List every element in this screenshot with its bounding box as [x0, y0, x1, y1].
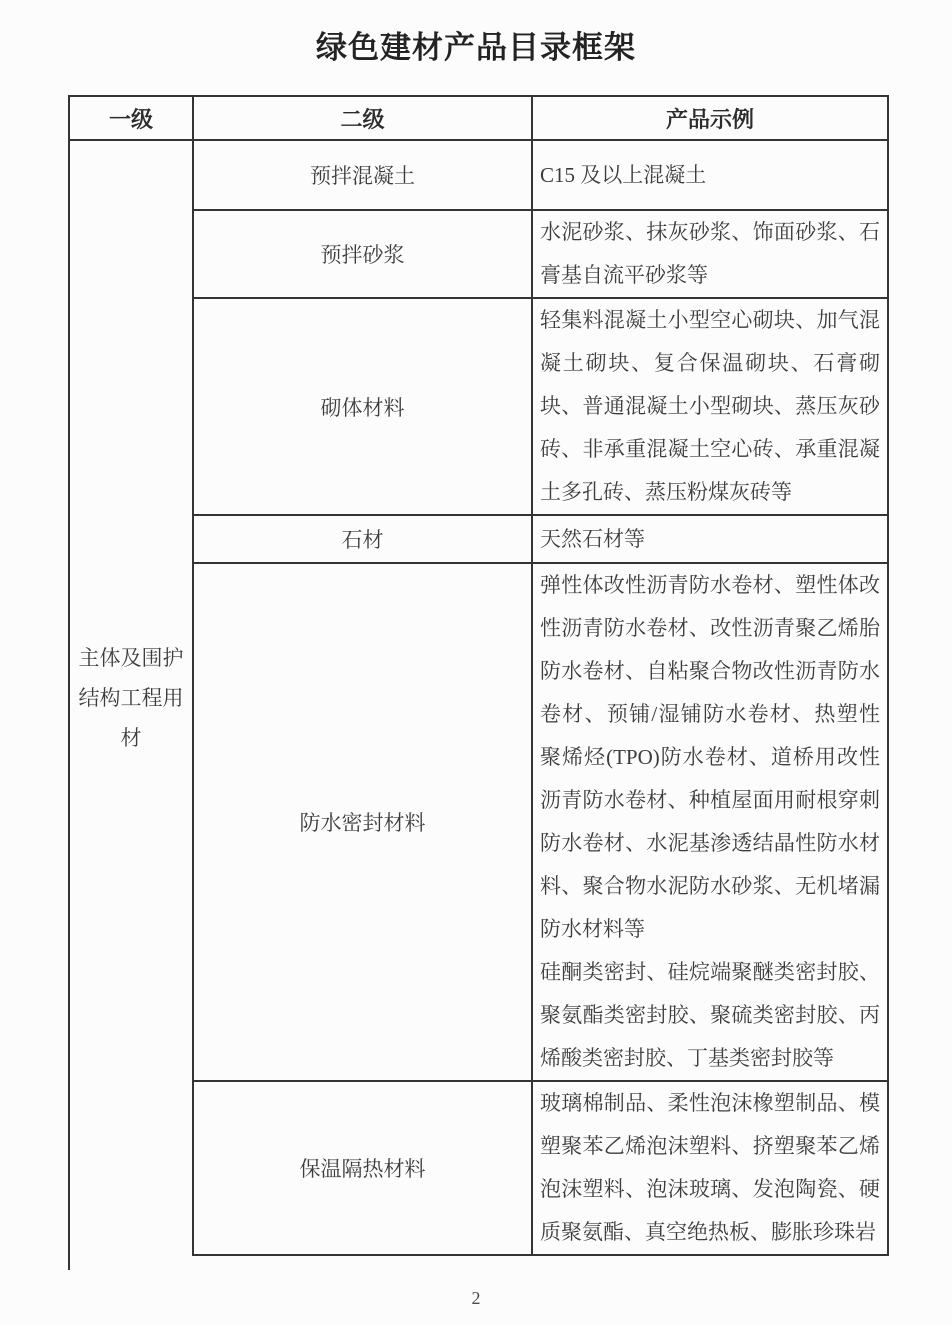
- level2-cell: 预拌砂浆: [193, 210, 532, 298]
- level2-cell: 保温隔热材料: [193, 1081, 532, 1255]
- page-title: 绿色建材产品目录框架: [316, 30, 636, 65]
- table-header-row: [69, 96, 888, 140]
- examples-text: 天然石材等: [540, 526, 645, 551]
- table-row: [69, 140, 888, 210]
- examples-text: 轻集料混凝土小型空心砌块、加气混凝土砌块、复合保温砌块、石膏砌块、普通混凝土小型砌块、蒸压灰砂砖、非承重混凝土空心砖、承重混凝土多孔砖、蒸压粉煤灰砖等: [540, 308, 880, 504]
- examples-cell: [532, 563, 888, 1081]
- page-number: 2: [471, 1288, 481, 1308]
- level2-cell: 砌体材料: [193, 298, 532, 515]
- level2-cell: 防水密封材料: [193, 563, 532, 1081]
- examples-text: 玻璃棉制品、柔性泡沫橡塑制品、模塑聚苯乙烯泡沫塑料、挤塑聚苯乙烯泡沫塑料、泡沫玻璃、发泡陶瓷、硬质聚氨酯、真空绝热板、膨胀珍珠岩: [540, 1091, 880, 1244]
- examples-cell: [532, 515, 888, 563]
- level2-cell: 预拌混凝土: [193, 140, 532, 210]
- level2-cell: 石材: [193, 515, 532, 563]
- column-header-examples: 产品示例: [532, 96, 888, 140]
- table-left-border-continuation: [68, 1244, 70, 1270]
- examples-cell: [532, 298, 888, 515]
- examples-cell: [532, 1081, 888, 1255]
- examples-cell: [532, 140, 888, 210]
- examples-text: C15 及以上混凝土: [540, 162, 707, 187]
- column-header-level1: 一级: [69, 96, 193, 140]
- level1-merged-cell: 主体及围护结构工程用材: [69, 140, 193, 1255]
- examples-text: 弹性体改性沥青防水卷材、塑性体改性沥青防水卷材、改性沥青聚乙烯胎防水卷材、自粘聚合物改性沥青防水卷材、预铺/湿铺防水卷材、热塑性聚烯烃(TPO)防水卷材、道桥用改性沥青防水卷材、种植屋面用耐根穿刺防水卷材、水泥基渗透结晶性防水材料、聚合物水泥防水砂浆、无机堵漏防水材料等 硅酮类密封、硅烷端聚醚类密封胶、聚氨酯类密封胶、聚硫类密封胶、丙烯酸类密封胶、丁基类密封胶等: [540, 573, 880, 1070]
- examples-text: 水泥砂浆、抹灰砂浆、饰面砂浆、石膏基自流平砂浆等: [540, 220, 880, 287]
- column-header-level2: 二级: [193, 96, 532, 140]
- examples-cell: [532, 210, 888, 298]
- catalog-table: [68, 95, 889, 1256]
